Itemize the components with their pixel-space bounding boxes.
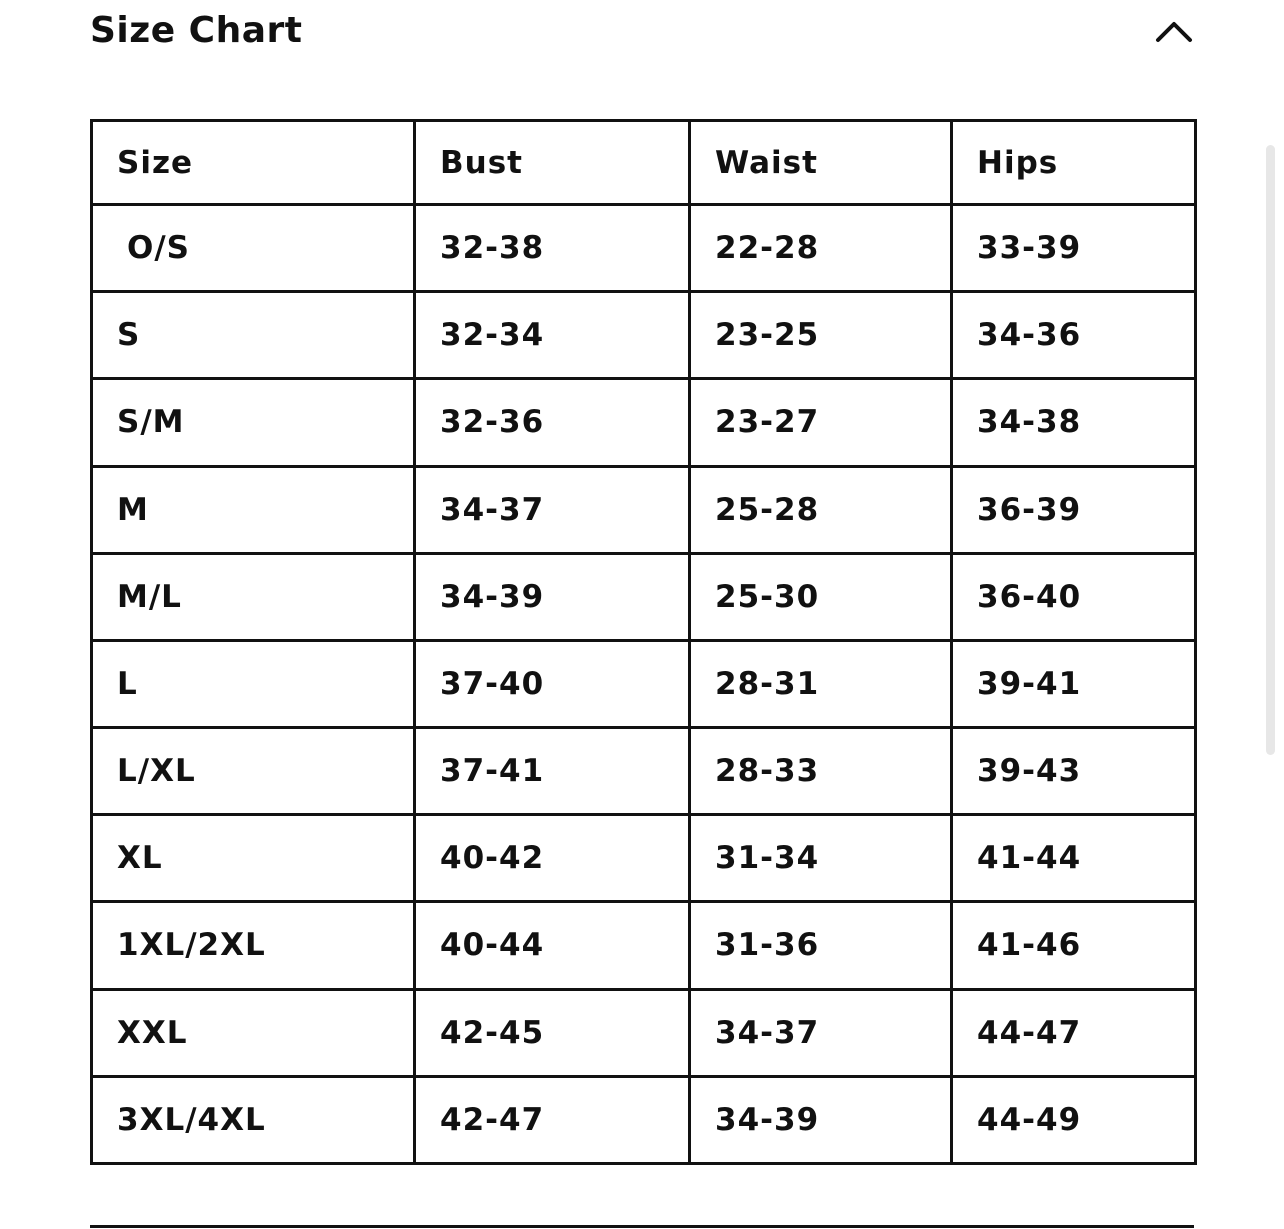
table-row [92,466,1196,553]
cell-hips: 44-47 [952,989,1196,1076]
cell-size: M [92,466,415,553]
size-chart-table [90,119,1197,1165]
cell-waist: 23-27 [690,379,952,466]
cell-bust: 32-36 [415,379,690,466]
table-header-row [92,121,1196,205]
cell-waist: 34-39 [690,1076,952,1163]
cell-waist: 31-34 [690,815,952,902]
cell-size: XL [92,815,415,902]
cell-waist: 25-28 [690,466,952,553]
cell-hips: 36-40 [952,553,1196,640]
cell-hips: 41-46 [952,902,1196,989]
scrollbar-thumb[interactable] [1266,145,1275,755]
cell-waist: 31-36 [690,902,952,989]
cell-waist: 23-25 [690,292,952,379]
size-chart-accordion-header[interactable] [90,0,1194,64]
cell-size: L [92,640,415,727]
cell-bust: 34-39 [415,553,690,640]
cell-bust: 37-40 [415,640,690,727]
section-divider [90,1225,1194,1228]
cell-size: M/L [92,553,415,640]
header-bust: Bust [415,121,690,205]
header-hips: Hips [952,121,1196,205]
cell-bust: 32-34 [415,292,690,379]
header-waist: Waist [690,121,952,205]
table-row [92,728,1196,815]
table-row [92,205,1196,292]
cell-bust: 37-41 [415,728,690,815]
cell-hips: 44-49 [952,1076,1196,1163]
cell-bust: 42-45 [415,989,690,1076]
table-row [92,640,1196,727]
cell-waist: 34-37 [690,989,952,1076]
cell-size: 1XL/2XL [92,902,415,989]
cell-waist: 22-28 [690,205,952,292]
cell-hips: 39-43 [952,728,1196,815]
cell-hips: 36-39 [952,466,1196,553]
cell-size: L/XL [92,728,415,815]
cell-size: S [92,292,415,379]
cell-waist: 28-33 [690,728,952,815]
cell-hips: 39-41 [952,640,1196,727]
collapse-toggle-button[interactable] [1154,13,1194,49]
cell-waist: 28-31 [690,640,952,727]
cell-hips: 34-36 [952,292,1196,379]
cell-bust: 32-38 [415,205,690,292]
cell-bust: 40-44 [415,902,690,989]
table-row [92,379,1196,466]
cell-bust: 40-42 [415,815,690,902]
cell-hips: 34-38 [952,379,1196,466]
cell-size: 3XL/4XL [92,1076,415,1163]
chevron-up-icon [1154,13,1194,49]
cell-size: S/M [92,379,415,466]
table-row [92,989,1196,1076]
cell-hips: 33-39 [952,205,1196,292]
cell-hips: 41-44 [952,815,1196,902]
header-size: Size [92,121,415,205]
table-row [92,815,1196,902]
cell-size: XXL [92,989,415,1076]
cell-bust: 42-47 [415,1076,690,1163]
table-row [92,902,1196,989]
cell-bust: 34-37 [415,466,690,553]
cell-size: O/S [92,205,415,292]
table-row [92,292,1196,379]
table-row [92,1076,1196,1163]
accordion-title: Size Chart [90,10,303,51]
table-row [92,553,1196,640]
cell-waist: 25-30 [690,553,952,640]
